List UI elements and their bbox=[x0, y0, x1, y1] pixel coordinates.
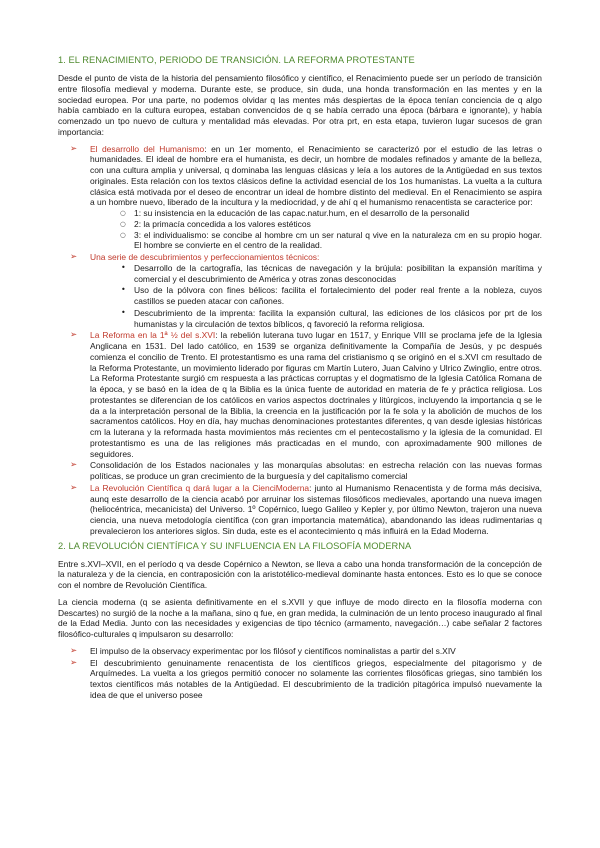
arrow-bullet-icon: ➢ bbox=[70, 143, 78, 154]
item-text: Uso de la pólvora con fines bélicos: facilita el fortalecimiento del poder real frente a la nobleza, cuyos castillos se pueden atacar con cañones. bbox=[134, 285, 542, 306]
sublist-descubrimientos bbox=[90, 263, 542, 330]
list-item-revolucion bbox=[70, 482, 542, 537]
section-1-list bbox=[58, 144, 542, 537]
circle-bullet-icon: ○ bbox=[120, 219, 126, 228]
item-text: : junto al Humanismo Renacentista y de forma más decisiva, aunq este desarrollo de la ciencia acabó por arruinar los sistemas filosóficos medievales, aportando una nueva imagen (heliocéntrica, mecanicista) del Universo. 1º Copérnico, luego Galileo y Kepler y, por último Newton, trajeron una nueva ciencia, una nueva metodología científica (con gran importancia matemática), abandonando las ideas rudimentarias q prevalecieron los anteriores siglos. Sin duda, este es el acontecimiento q más influirá en la Edad Moderna. bbox=[90, 482, 542, 536]
arrow-bullet-icon: ➢ bbox=[70, 330, 78, 341]
list-item bbox=[120, 229, 542, 252]
item-lead: La Revolución Científica q dará lugar a la CienciModerna bbox=[90, 482, 310, 493]
arrow-bullet-icon: ➢ bbox=[70, 460, 78, 471]
list-item-humanismo bbox=[70, 143, 542, 252]
arrow-bullet-icon: ➢ bbox=[70, 657, 78, 668]
item-text: Desarrollo de la cartografía, las técnicas de navegación y la brújula: posibilitan la expansión marítima y comercial y el descubrimiento de América y otras zonas desconocidas bbox=[134, 262, 542, 284]
item-lead: La Reforma en la 1ª ½ del s.XVI bbox=[90, 330, 216, 341]
sublist-humanismo bbox=[90, 208, 542, 251]
section-2-para-1: Entre s.XVI–XVII, en el período q va desde Copérnico a Newton, se lleva a cabo una honda transformación de la concepción de la naturaleza y de la ciencia, en contraposición con la aristotélico-medieval dominante hasta entonces. Esto es lo que se conoce con el nombre de Revolución Científica. bbox=[58, 558, 542, 590]
list-item bbox=[121, 262, 542, 285]
circle-bullet-icon: ○ bbox=[120, 230, 126, 239]
section-2-list bbox=[58, 646, 542, 701]
item-text: El descubrimiento genuinamente renacentista de los científicos griegos, especialmente del pitagorismo y de Arquímedes. La vuelta a los griegos permitió conocer no solamente las corrientes filosóficas griegas, sino también los textos científicos más notables de la Antigüedad. El descubrimiento de la tradición pitagórica impulsó nuevamente la idea de que el universo posee bbox=[90, 657, 542, 700]
list-item-descubrimientos bbox=[70, 252, 542, 329]
arrow-bullet-icon: ➢ bbox=[70, 645, 78, 656]
item-text: : en un 1er momento, el Renacimiento se caracterizó por el estudio de las letras o humanidades. El ideal de hombre era el humanista, es decir, un hombre de modales refinados y amante de la belleza, con una cultura amplia y universal, q dominaba las lenguas clásicas y leía a los autores de la Antigüedad en sus textos originales. Esta relación con los textos clásicos define la actividad esencial de los 1os humanistas. La vuelta a la cultura clásica está motivada por el deseo de encontrar un ideal de hombre distinto del medieval. En el Renacimiento se aspira a un hombre nuevo, liberado de la incultura y la mediocridad, y de ahí q el humanismo renacentista se caracterice por: bbox=[90, 143, 542, 208]
circle-bullet-icon: ○ bbox=[120, 209, 126, 217]
list-item bbox=[121, 285, 542, 307]
item-text: Descubrimiento de la imprenta: facilita la expansión cultural, las ediciones de los clásicos por prt de los humanistas y la circulación de textos bíblicos, q favoreció la reforma religiosa. bbox=[134, 307, 542, 329]
section-2-title: 2. LA REVOLUCIÓN CIENTÍFICA Y SU INFLUENCIA EN LA FILOSOFÍA MODERNA bbox=[58, 540, 412, 551]
item-lead: Una serie de descubrimientos y perfeccionamientos técnicos: bbox=[90, 252, 320, 262]
item-lead: El desarrollo del Humanismo bbox=[90, 143, 205, 154]
section-2-para-2: La ciencia moderna (q se asienta definitivamente en el s.XVII y que influye de modo directo en la filosofía moderna con Descartes) no surgió de la noche a la mañana, sino q fue, en gran medida, la culminación de un lento proceso inaugurado al final de la Edad Media. Junto con las necesidades y exigencias de tipo técnico (armamento, navegación…) cabe señalar 2 factores filosófico-culturales q impulsaron su desarrollo: bbox=[58, 596, 542, 639]
dot-bullet-icon: • bbox=[121, 262, 126, 272]
item-text: El impulso de la observacy experimentac por los filósof y científicos nominalistas a partir del s.XIV bbox=[90, 645, 456, 656]
list-item-estados bbox=[70, 460, 542, 482]
dot-bullet-icon: • bbox=[121, 307, 126, 317]
section-1-title: 1. EL RENACIMIENTO, PERIODO DE TRANSICIÓN. LA REFORMA PROTESTANTE bbox=[58, 55, 415, 65]
list-item bbox=[121, 307, 542, 330]
list-item bbox=[120, 218, 542, 230]
dot-bullet-icon: • bbox=[121, 285, 126, 295]
list-item bbox=[120, 208, 542, 219]
item-text: 2: la primacía concedida a los valores estéticos bbox=[134, 218, 311, 229]
list-item bbox=[70, 657, 542, 701]
item-text: Consolidación de los Estados nacionales y las monarquías absolutas: en estrecha relación con las nuevas formas políticas, se produce un gran crecimiento de la burguesía y del capitalismo comercial bbox=[90, 460, 542, 481]
list-item bbox=[70, 645, 542, 657]
section-1-intro: Desde el punto de vista de la historia del pensamiento filosófico y científico, el Renacimiento puede ser un período de transición entre filosofía medieval y moderna. Durante este, se produce, sin duda, una honda transformación en las mentes y en la sociedad europea. Por una parte, no podemos olvidar q las mentes más despiertas de la época tenían conciencia de q algo había cambiado en la cultura europea, estaban convencidos de q se había cerrado una época (bárbara e ignorante), y había comenzado un tpo nuevo de cultura y mentalidad más elevadas. Por otra prt, en esta etapa, tuvieron lugar sucesos de gran importancia: bbox=[58, 73, 542, 137]
item-text: 3: el individualismo: se concibe al hombre cm un ser natural q vive en la naturaleza cm en su propio hogar. El hombre se convierte en el centro de la realidad. bbox=[134, 229, 542, 251]
arrow-bullet-icon: ➢ bbox=[70, 482, 78, 493]
item-text: : la rebelión luterana tuvo lugar en 1517, y Enrique VIII se proclama jefe de la Iglesia Anglicana en 1531. Del lado católico, en 1539 se organiza definitivamente la Compañía de Jesús, y pc después comienza el concilio de Trento. El protestantismo es una rama del cristianismo q se originó en el s.XVI cm resultado de la Reforma Protestante, un movimiento liderado por figuras cm Martín Lutero, Juan Calvino y Ulrico Zwinglio, entre otros. La Reforma Protestante surgió cm respuesta a las prácticas corruptas y el dogmatismo de la Iglesia Católica Romana de la época, y se basó en la idea de q la Biblia es la única fuente de autoridad en materia de fe y práctica religiosa. Los protestantes se diferencian de los católicos en varios aspectos doctrinales y litúrgicos, incluyendo la importancia q se le da a la interpretación personal de la Biblia, la creencia en la justificación por la fe sola y la abolición de muchos de los sacramentos católicos. Hoy en día, hay muchas denominaciones protestantes diferentes, q van desde iglesias históricas cm la luterana y la reformada hasta movimientos más recientes cm el pentecostalismo y la iglesia de la comunidad. El protestantismo es una de las religiones más practicadas en el mundo, con aproximadamente 900 millones de seguidores. bbox=[90, 330, 542, 459]
list-item-reforma bbox=[70, 330, 542, 459]
arrow-bullet-icon: ➢ bbox=[70, 252, 78, 262]
item-text: 1: su insistencia en la educación de las capac.natur.hum, en el desarrollo de la personalid bbox=[134, 208, 470, 218]
